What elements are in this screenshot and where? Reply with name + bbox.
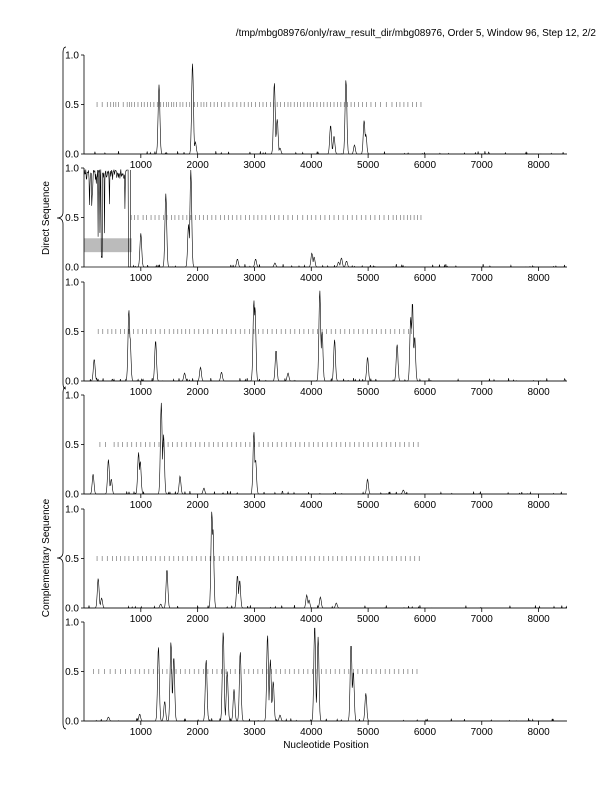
x-axis-label: Nucleotide Position <box>283 740 369 751</box>
x-tick-label: 4000 <box>300 614 323 625</box>
y-tick-label: 1.0 <box>65 50 79 62</box>
y-tick-label: 0.5 <box>65 213 79 224</box>
panel-2 <box>65 164 567 285</box>
y-tick-label: 0.5 <box>65 440 79 451</box>
panel-1 <box>65 51 567 172</box>
x-tick-label: 2000 <box>186 614 209 625</box>
y-tick-label: 0.5 <box>65 554 79 565</box>
x-tick-label: 1000 <box>129 614 152 625</box>
y-tick-label: 0.5 <box>65 327 79 338</box>
y-tick-label: 1.0 <box>65 617 79 629</box>
x-tick-label: 7000 <box>470 500 493 511</box>
chart-title: /tmp/mbg08976/only/raw_result_dir/mbg08976, Order 5, Window 96, Step 12, 2/2 <box>235 28 596 39</box>
x-tick-label: 5000 <box>356 160 380 171</box>
x-tick-label: 3000 <box>243 273 266 284</box>
x-tick-label: 2000 <box>186 273 209 284</box>
signal-line <box>84 291 567 381</box>
x-tick-label: 1000 <box>129 387 152 398</box>
x-tick-label: 3000 <box>243 614 266 625</box>
panel-4 <box>65 391 567 512</box>
x-tick-label: 3000 <box>243 387 266 398</box>
signal-line <box>84 628 567 721</box>
y-tick-label: 0.5 <box>65 667 79 678</box>
x-tick-label: 8000 <box>527 387 550 398</box>
y-tick-label: 1.0 <box>65 390 79 402</box>
x-tick-label: 3000 <box>243 160 266 171</box>
y-tick-label: 0.0 <box>65 262 79 274</box>
x-tick-label: 5000 <box>356 273 380 284</box>
x-tick-label: 3000 <box>243 727 266 738</box>
group-brackets <box>41 47 66 729</box>
panels <box>65 51 567 739</box>
x-tick-label: 6000 <box>413 727 437 738</box>
x-tick-label: 7000 <box>470 160 493 171</box>
y-tick-label: 0.5 <box>65 100 79 111</box>
x-tick-label: 5000 <box>356 614 380 625</box>
y-tick-label: 1.0 <box>65 504 79 516</box>
x-tick-label: 3000 <box>243 500 266 511</box>
y-tick-label: 1.0 <box>65 163 79 175</box>
x-tick-label: 1000 <box>129 160 152 171</box>
x-tick-label: 6000 <box>413 160 437 171</box>
x-tick-label: 4000 <box>300 727 323 738</box>
x-tick-label: 7000 <box>470 273 493 284</box>
x-tick-label: 2000 <box>186 160 209 171</box>
x-tick-label: 6000 <box>413 614 437 625</box>
x-tick-label: 2000 <box>186 727 209 738</box>
signal-line <box>84 403 567 494</box>
signal-line <box>84 169 567 267</box>
x-tick-label: 8000 <box>527 727 550 738</box>
x-tick-label: 8000 <box>527 614 550 625</box>
x-tick-label: 8000 <box>527 160 550 171</box>
x-tick-label: 6000 <box>413 387 437 398</box>
x-tick-label: 1000 <box>129 273 152 284</box>
x-tick-label: 8000 <box>527 273 550 284</box>
panel-6 <box>65 618 567 739</box>
group-label: Complementary Sequence <box>41 498 52 618</box>
x-tick-label: 4000 <box>300 500 323 511</box>
group-label: Direct Sequence <box>41 181 52 255</box>
x-tick-label: 5000 <box>356 387 380 398</box>
x-tick-label: 5000 <box>356 500 380 511</box>
shaded-region <box>84 238 132 252</box>
x-tick-label: 2000 <box>186 387 209 398</box>
panel-5 <box>65 505 567 626</box>
x-tick-label: 7000 <box>470 614 493 625</box>
x-tick-label: 1000 <box>129 500 152 511</box>
x-tick-label: 2000 <box>186 500 209 511</box>
y-tick-label: 0.0 <box>65 603 79 615</box>
x-tick-label: 1000 <box>129 727 152 738</box>
x-tick-label: 6000 <box>413 500 437 511</box>
x-tick-label: 5000 <box>356 727 380 738</box>
y-tick-label: 1.0 <box>65 277 79 289</box>
y-tick-label: 0.0 <box>65 716 79 728</box>
panel-3 <box>65 278 567 399</box>
x-tick-label: 4000 <box>300 387 323 398</box>
y-tick-label: 0.0 <box>65 489 79 501</box>
signal-line <box>84 512 567 608</box>
x-tick-label: 6000 <box>413 273 437 284</box>
x-tick-label: 4000 <box>300 160 323 171</box>
x-tick-label: 8000 <box>527 500 550 511</box>
y-tick-label: 0.0 <box>65 376 79 388</box>
signal-line <box>84 64 567 154</box>
y-tick-label: 0.0 <box>65 149 79 161</box>
x-tick-label: 7000 <box>470 387 493 398</box>
x-tick-label: 7000 <box>470 727 493 738</box>
x-tick-label: 4000 <box>300 273 323 284</box>
